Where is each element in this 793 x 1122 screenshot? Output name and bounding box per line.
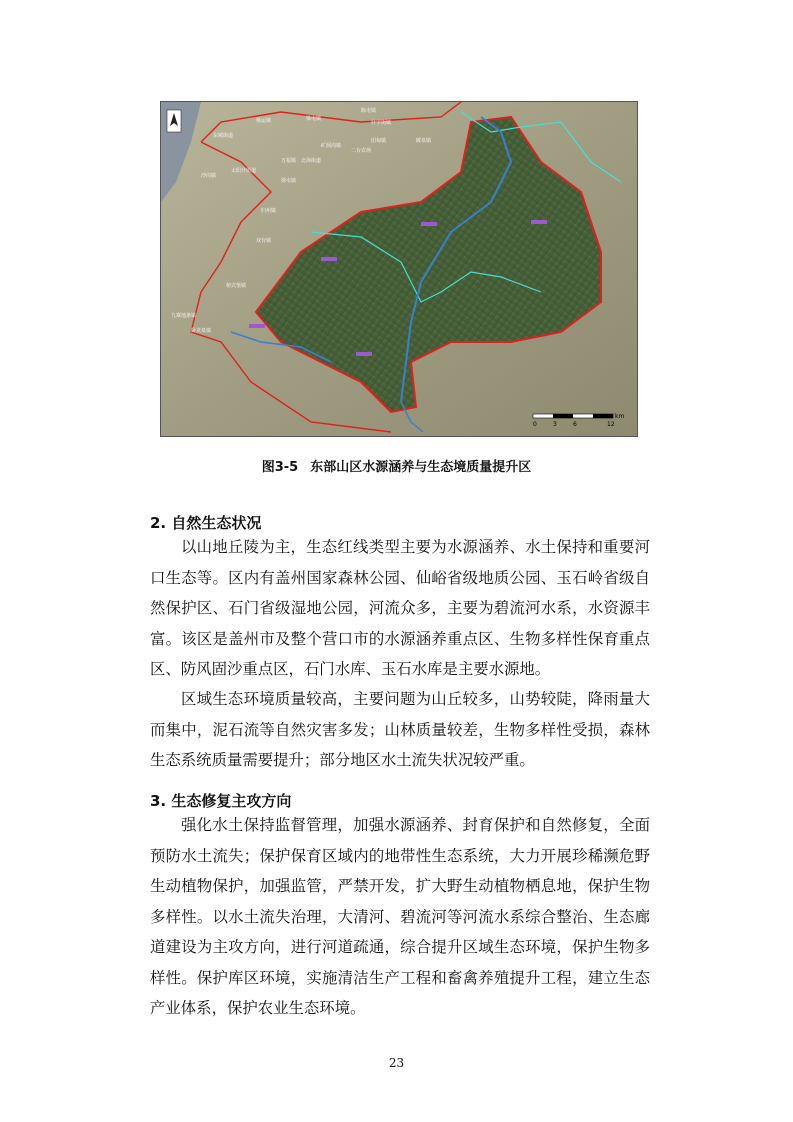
figure-number: 图3-5	[261, 460, 299, 475]
map-place-label: 徐屯镇	[281, 178, 297, 184]
figure-title: 东部山区水源涵养与生态境质量提升区	[310, 460, 532, 475]
map-place-label: 东城街道	[213, 133, 234, 139]
map-place-label: 太阳升街道	[231, 168, 257, 174]
map-place-label: 二台农场	[351, 148, 372, 154]
scale-tick: 6	[573, 421, 577, 428]
section3-paragraph-1: 强化水土保持监督管理，加强水源涵养、封育保护和自然修复，全面预防水土流失；保护保育区域内的地带性生态系统，大力开展珍稀濒危野生动植物保护，加强监管，严禁开发，扩大野生动植物栖息地，保护生物多样性。以水土流失治理，大清河、碧流河等河流水系综合整治、生态廊道建设为主攻方向，进行河道疏通，综合提升区域生态环境，保护生物多样性。保护库区环境，实施清洁生产工程和畜禽养殖提升工程，建立生态产业体系，保护农业生态环境。	[150, 816, 650, 1017]
map-place-label: 沙岗镇	[201, 173, 217, 179]
scale-tick: 3	[553, 421, 557, 428]
satellite-map	[161, 102, 637, 436]
protected-marker	[421, 222, 437, 226]
protected-marker	[531, 220, 547, 224]
map-place-label: 暖泉镇	[416, 138, 432, 144]
section2-paragraph-1: 以山地丘陵为主，生态红线类型主要为水源涵养、水土保持和重要河口生态等。区内有盖州国家森林公园、仙峪省级地质公园、玉石岭省级自然保护区、石门省级湿地公园，河流众多，主要为碧流河水系，水资源丰富。该区是盖州市及整个营口市的水源涵养重点区、生物多样性保育重点区、防风固沙重点区，石门水库、玉石水库是主要水源地。	[150, 538, 650, 678]
section2-paragraph-2: 区域生态环境质量较高，主要问题为山丘较多，山势较陡，降雨量大而集中，泥石流等自然灾害多发；山林质量较差，生物多样性受损，森林生态系统质量需要提升；部分地区水土流失状况较严重。	[150, 690, 650, 769]
section-heading-natural-ecology: 2. 自然生态状况	[150, 514, 262, 532]
scale-tick: 0	[533, 421, 537, 428]
map-place-label: 团甸镇	[371, 138, 387, 144]
map-place-label: 什字街镇	[371, 120, 392, 126]
figure-caption	[0, 456, 793, 475]
map-figure	[160, 101, 638, 437]
map-place-label: 杨运镇	[256, 118, 272, 124]
map-place-label: 榜式堡镇	[226, 283, 247, 289]
section-heading-restoration-direction: 3. 生态修复主攻方向	[150, 792, 292, 810]
protected-marker	[249, 324, 265, 328]
map-place-label: 双台镇	[256, 238, 272, 244]
protected-marker	[321, 257, 337, 261]
map-place-label: 归州镇	[261, 208, 277, 214]
map-place-label: 矿洞沟镇	[321, 143, 342, 149]
map-place-label: 卧龙泉镇	[191, 328, 212, 334]
page-number: 23	[388, 1056, 405, 1070]
protected-marker	[356, 352, 372, 356]
map-place-label: 九寨地条镇	[171, 313, 197, 319]
map-place-label: 陈屯镇	[361, 108, 377, 114]
scale-unit: km	[615, 413, 625, 420]
map-place-label: 梁屯镇	[306, 116, 322, 122]
north-arrow-icon	[167, 110, 181, 132]
scale-tick: 12	[607, 421, 615, 428]
map-place-label: 万福镇	[281, 158, 297, 164]
map-place-label: 北海街道	[301, 158, 322, 164]
